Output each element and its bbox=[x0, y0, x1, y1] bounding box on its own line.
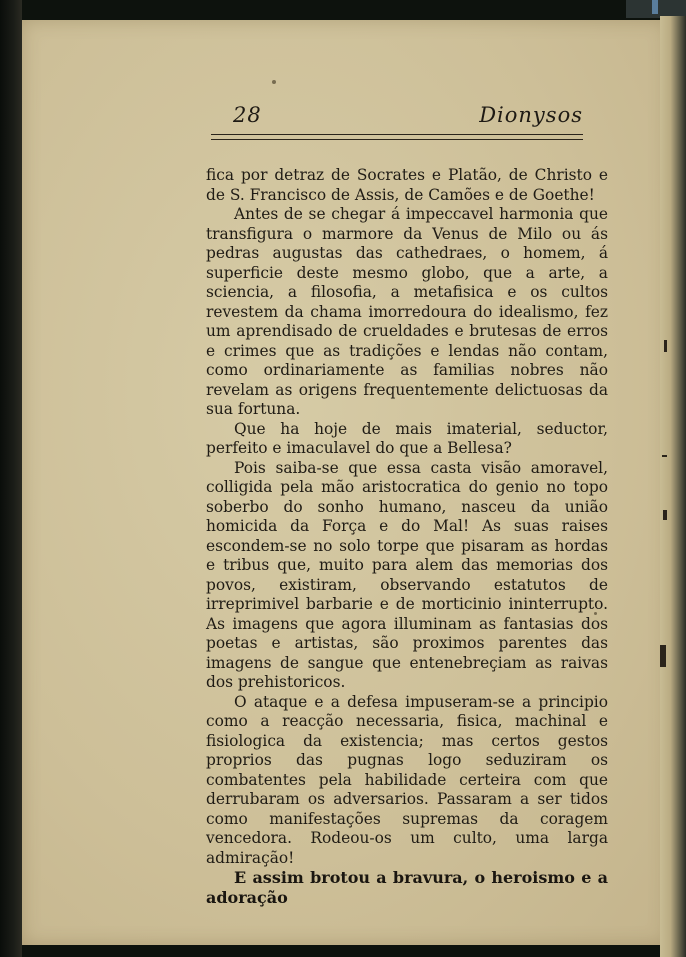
book-spine-edge bbox=[0, 0, 22, 957]
margin-mark bbox=[664, 340, 667, 352]
paragraph-last-line: E assim brotou a bravura, o heroismo e a adoração bbox=[206, 868, 608, 907]
paragraph: Que ha hoje de mais imaterial, seductor, perfeito e imaculavel do que a Bellesa? bbox=[206, 419, 608, 457]
page-number: 28 bbox=[233, 103, 262, 127]
ink-speck bbox=[272, 80, 276, 84]
margin-mark bbox=[663, 510, 667, 520]
paragraph: Antes de se chegar á impeccavel harmonia que transfigura o marmore da Venus de Milo ou ás pedras augustas das cathedraes, o homem, á superficie deste mesmo globo, que a arte, a sciencia, a filosofia, a metafisica e os cultos revestem da chama imorredoura do idealismo, fez um aprendisado de crueldades e brutesas de erros e crimes que as tradições e lendas não contam, como ordinariamente as familias nobres não revelam as origens frequentemente delictuosas da sua fortuna. bbox=[206, 205, 608, 418]
paragraph: O ataque e a defesa impuseram-se a principio como a reacção necessaria, fisica, machinal e fisiologica da existencia; mas certos gestos proprios das pugnas logo seduziram os combatentes pela habilidade certeira com que derrubaram os adversarios. Passaram a ser tidos como manifestações supremas da coragem vencedora. Rodeou-os um culto, uma larga admiração! bbox=[206, 692, 608, 867]
running-title: Dionysos bbox=[479, 103, 583, 127]
header-rule bbox=[211, 134, 583, 140]
margin-mark bbox=[662, 455, 667, 457]
margin-mark bbox=[660, 645, 666, 667]
paragraph: fica por detraz de Socrates e Platão, de Christo e de S. Francisco de Assis, de Camões e de Goethe! bbox=[206, 166, 608, 204]
page-right-edge bbox=[660, 16, 686, 957]
color-marker bbox=[652, 0, 658, 14]
page-header bbox=[211, 103, 583, 133]
body-text bbox=[206, 166, 608, 907]
paragraph: Pois saiba-se que essa casta visão amoravel, colligida pela mão aristocratica do genio no topo soberbo do sonho humano, nasceu da união homicida da Força e do Mal! As suas raises escondem-se no solo torpe que pisaram as hordas e tribus que, muito para alem das memorias dos povos, existiram, observando estatutos de irreprimivel barbarie e de morticinio ininterrupto. As imagens que agora illuminam as fantasias dos poetas e artistas, são proximos parentes das imagens de sangue que entenebreçiam as raivas dos prehistoricos. bbox=[206, 458, 608, 691]
